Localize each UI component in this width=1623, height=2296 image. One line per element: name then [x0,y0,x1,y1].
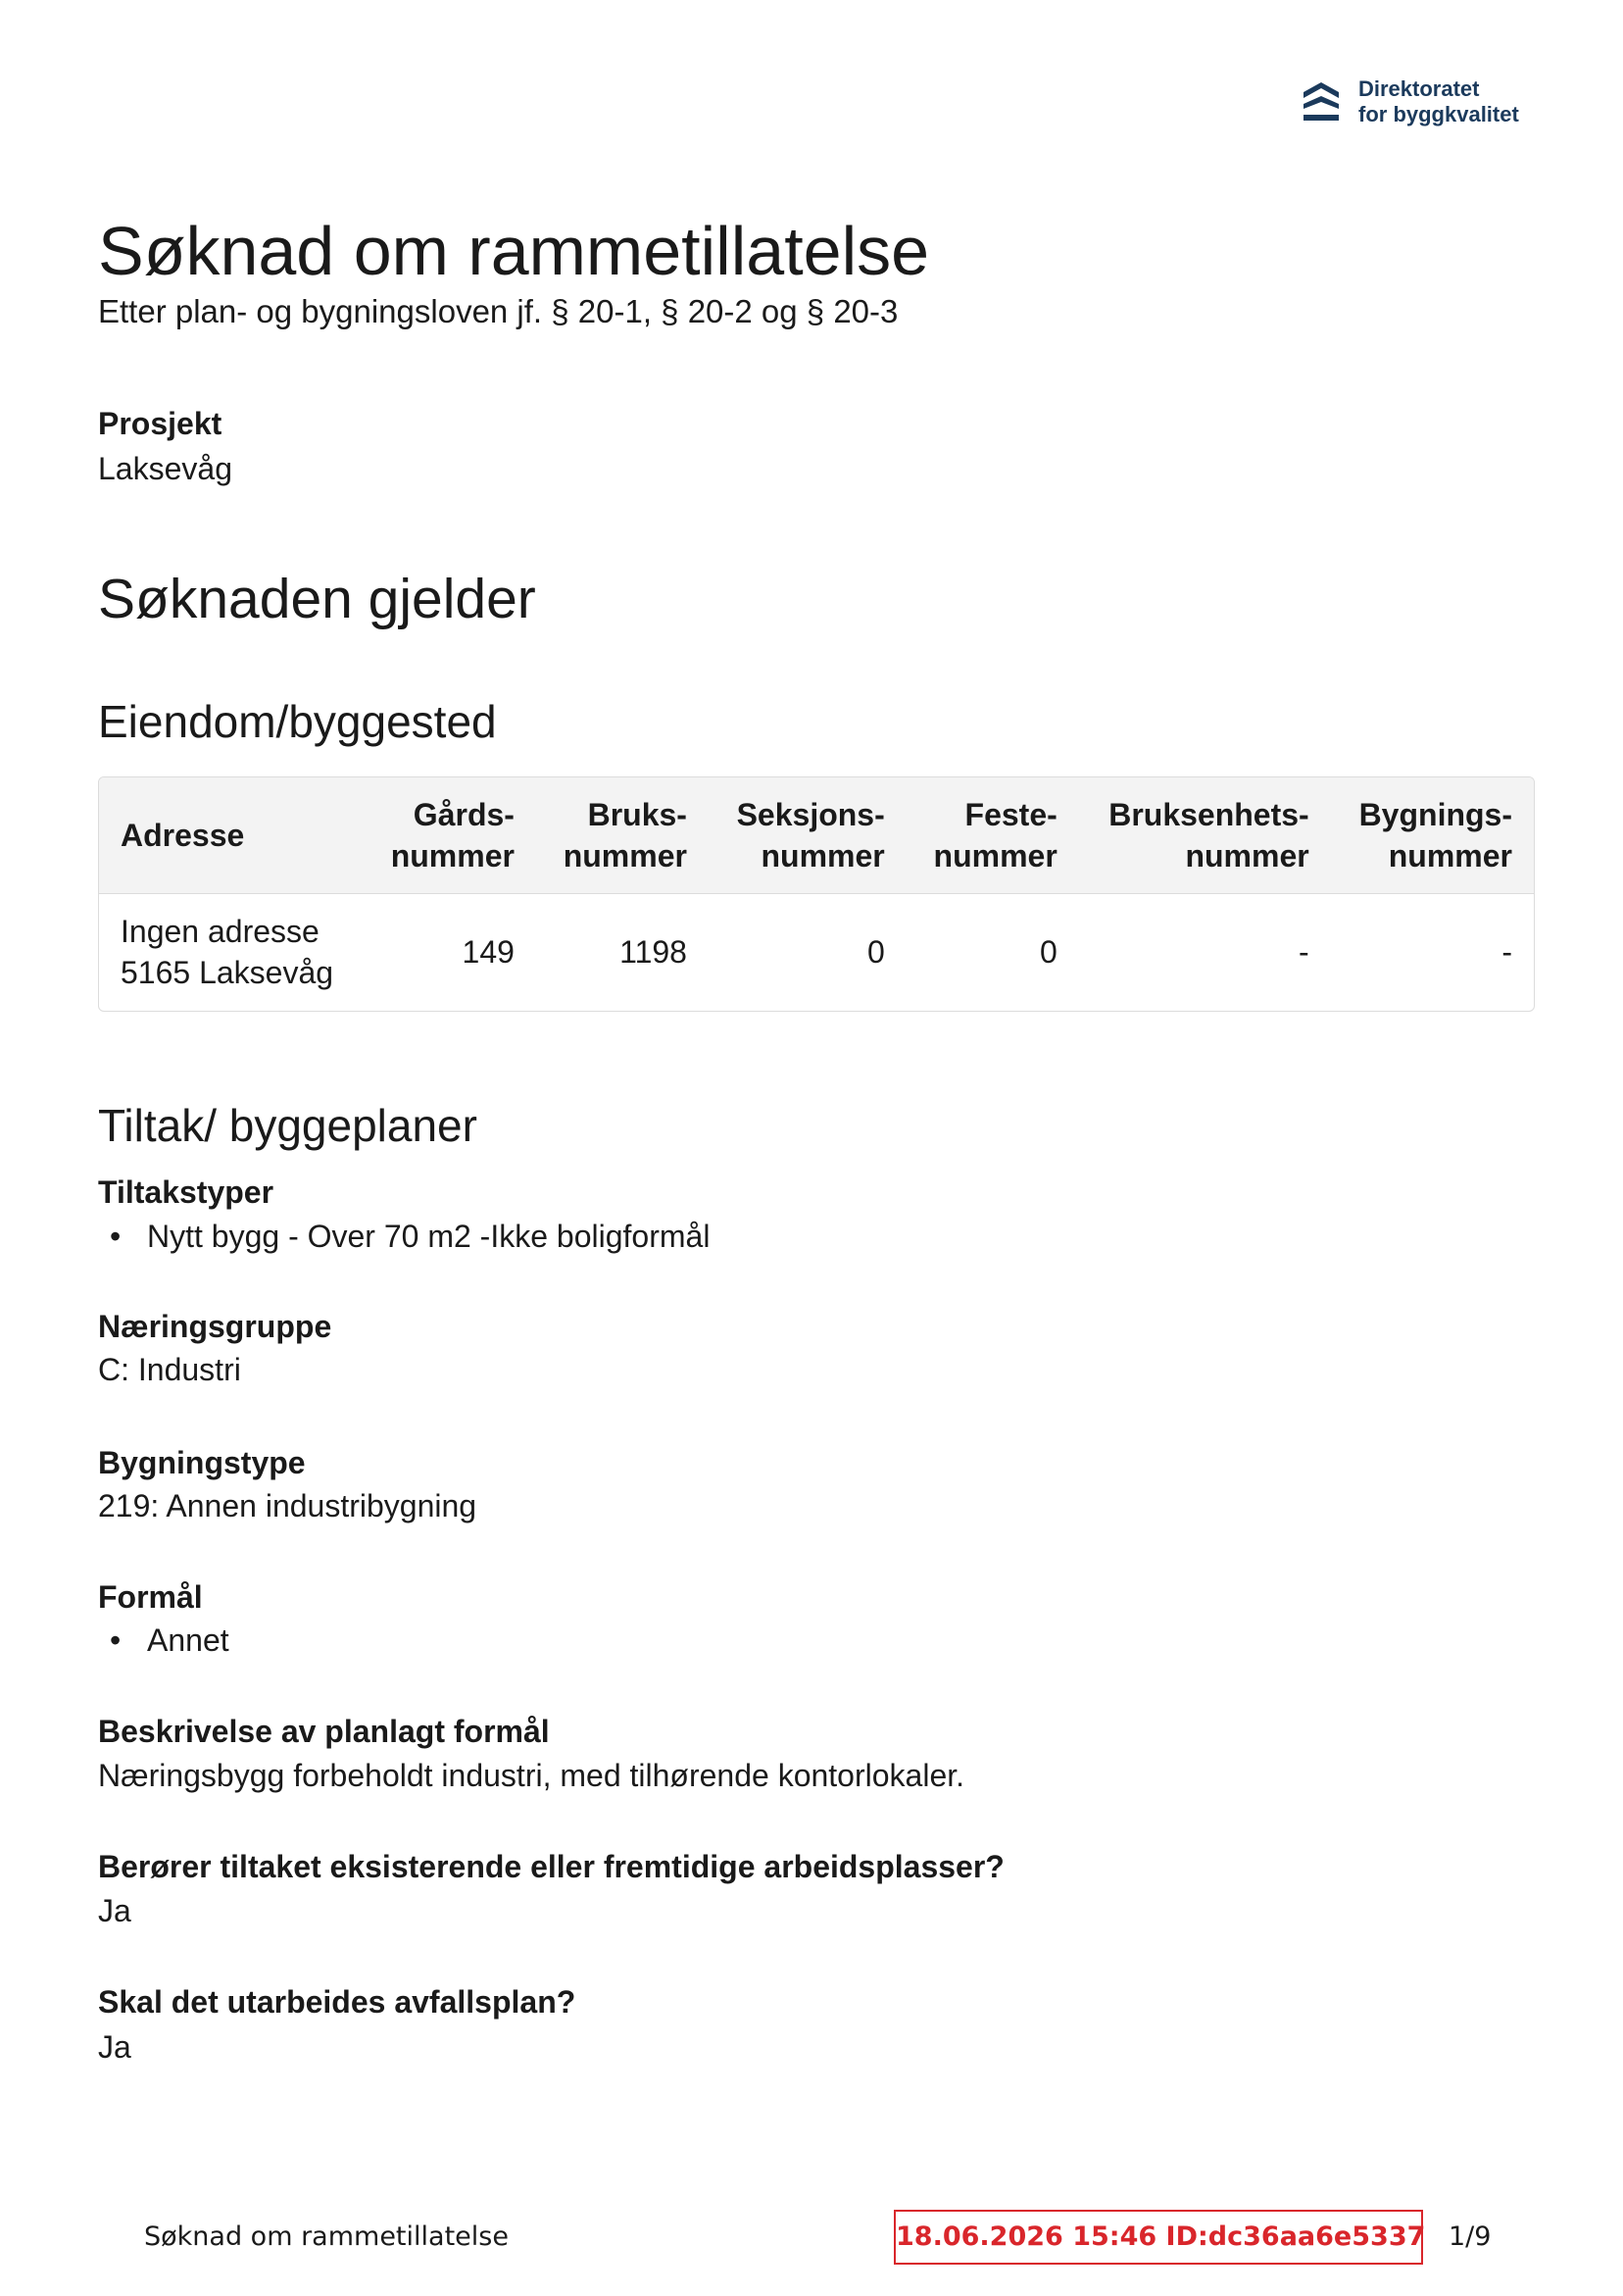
cell-bruksenhetsnummer: - [1299,934,1309,971]
bygningstype-label: Bygningstype [98,1445,306,1480]
document-subtitle: Etter plan- og bygningsloven jf. § 20-1, § 20-2 og § 20-3 [98,293,899,329]
col-bruksenhetsnummer: Bruksenhets- nummer [1108,796,1309,873]
bygningstype-value: 219: Annen industribygning [98,1488,477,1523]
property-table [98,776,1535,1012]
avfallsplan-label: Skal det utarbeides avfallsplan? [98,1984,576,2020]
naeringsgruppe-label: Næringsgruppe [98,1309,332,1344]
col-gardsnummer: Gårds- nummer [390,796,515,873]
col-festenummer: Feste- nummer [933,796,1057,873]
plans-heading: Tiltak/ byggeplaner [98,1100,477,1151]
cell-gardsnummer: 149 [462,934,515,971]
col-bruksnummer: Bruks- nummer [563,796,687,873]
project-label: Prosjekt [98,406,222,441]
document-title: Søknad om rammetillatelse [98,213,930,289]
col-adresse: Adresse [121,817,245,853]
table-row [99,893,1534,1011]
tiltakstyper-label: Tiltakstyper [98,1174,274,1210]
cell-adresse: Ingen adresse 5165 Laksevåg [121,914,334,991]
arbeidsplasser-value: Ja [98,1893,131,1928]
arbeidsplasser-label: Berører tiltaket eksisterende eller fremtidige arbeidsplasser? [98,1849,1005,1884]
tiltakstyper-item: • Nytt bygg - Over 70 m2 -Ikke boligformål [98,1217,710,1256]
project-value: Laksevåg [98,451,232,486]
logo-text [1358,76,1519,127]
table-header-row [99,777,1534,893]
cell-bygningsnummer: - [1501,934,1512,971]
footer-title: Søknad om rammetillatelse [144,2221,509,2252]
naeringsgruppe-value: C: Industri [98,1352,241,1387]
avfallsplan-value: Ja [98,2029,131,2065]
beskrivelse-label: Beskrivelse av planlagt formål [98,1714,550,1749]
section-title: Søknaden gjelder [98,568,536,630]
logo-line-1: Direktoratet [1358,76,1480,101]
dibk-logo [1302,76,1547,131]
formal-item: • Annet [98,1621,229,1660]
cell-seksjonsnummer: 0 [866,934,885,971]
col-bygningsnummer: Bygnings- nummer [1358,796,1512,873]
cell-festenummer: 0 [1039,934,1057,971]
formal-label: Formål [98,1579,203,1615]
page-number: 1/9 [1449,2221,1492,2252]
beskrivelse-value: Næringsbygg forbeholdt industri, med tilhørende kontorlokaler. [98,1758,965,1793]
timestamp-stamp: 18.06.2026 15:46 ID:dc36aa6e5337 [894,2210,1423,2265]
col-seksjonsnummer: Seksjons- nummer [736,796,885,873]
dibk-logo-icon [1302,78,1341,124]
property-heading: Eiendom/byggested [98,696,497,747]
cell-bruksnummer: 1198 [619,934,687,971]
logo-line-2: for byggkvalitet [1358,102,1519,126]
